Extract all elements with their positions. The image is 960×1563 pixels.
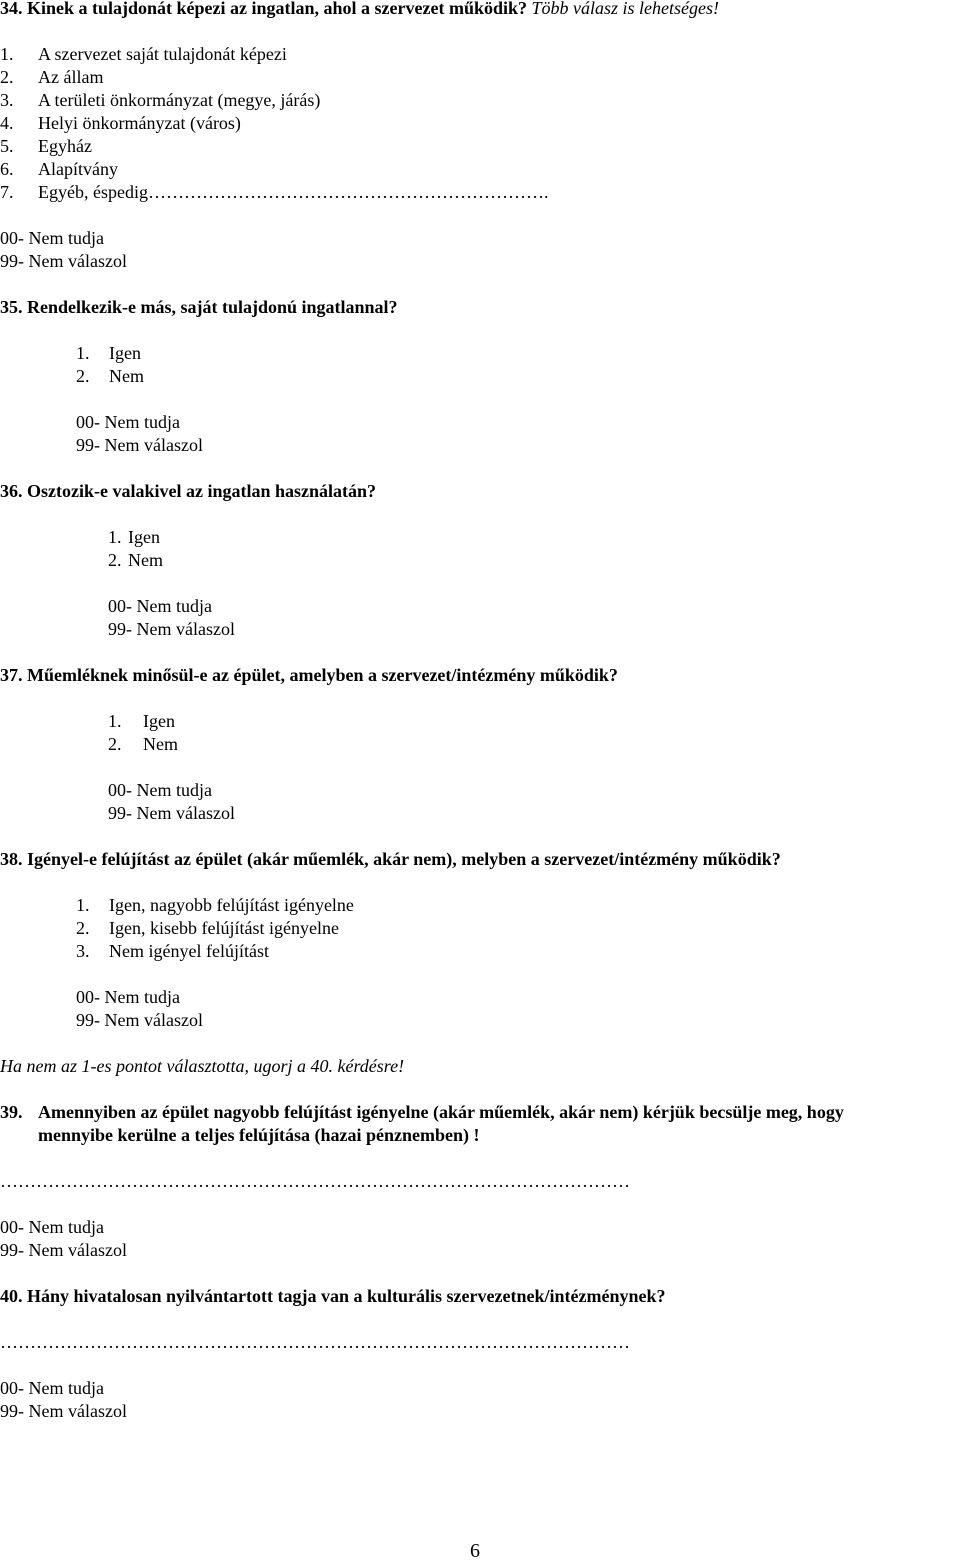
option-label: A területi önkormányzat (megye, járás) [38, 90, 321, 110]
option-number: 4. [0, 113, 14, 133]
option-label: Nem [109, 366, 144, 386]
question-34-text: 34. Kinek a tulajdonát képezi az ingatlan, ahol a szervezet működik? [0, 0, 528, 18]
q34-no-answer: 99- Nem válaszol [0, 251, 127, 271]
question-34-note: Több válasz is lehetséges! [531, 0, 719, 18]
q38-dont-know: 00- Nem tudja [76, 987, 180, 1007]
option-number: 2. [76, 366, 90, 386]
question-40-title: 40. Hány hivatalosan nyilvántartott tagja van a kulturális szervezetnek/intézménynek? [0, 1286, 666, 1306]
question-39-number: 39. [0, 1102, 23, 1122]
option-number: 1. [108, 711, 122, 731]
q34-option-6 [0, 158, 118, 180]
option-number: 1. [76, 343, 90, 363]
option-label: Igen, nagyobb felújítást igényelne [109, 895, 354, 915]
skip-instruction: Ha nem az 1-es pontot választotta, ugorj a 40. kérdésre! [0, 1056, 405, 1076]
option-label: Egyéb, éspedig…………………………………………………………. [38, 182, 549, 202]
q40-no-answer: 99- Nem válaszol [0, 1401, 127, 1421]
option-number: 2. [76, 918, 90, 938]
q36-dont-know: 00- Nem tudja [108, 596, 212, 616]
q38-option-2 [76, 917, 339, 939]
q39-dont-know: 00- Nem tudja [0, 1217, 104, 1237]
question-35-title: 35. Rendelkezik-e más, saját tulajdonú ingatlannal? [0, 297, 398, 317]
q35-no-answer: 99- Nem válaszol [76, 435, 203, 455]
option-label: Igen, kisebb felújítást igényelne [109, 918, 339, 938]
q37-option-1 [108, 710, 175, 732]
option-label: Helyi önkormányzat (város) [38, 113, 241, 133]
option-number: 1. [0, 44, 14, 64]
option-number: 2. [0, 67, 14, 87]
option-label: Egyház [38, 136, 92, 156]
q34-dont-know: 00- Nem tudja [0, 228, 104, 248]
option-number: 1. [108, 527, 122, 547]
q35-option-1 [76, 342, 141, 364]
page-number: 6 [470, 1540, 480, 1562]
option-number: 2. [108, 550, 122, 570]
option-number: 3. [0, 90, 14, 110]
q35-option-2 [76, 365, 144, 387]
option-number: 3. [76, 941, 90, 961]
option-label: A szervezet saját tulajdonát képezi [38, 44, 287, 64]
q35-dont-know: 00- Nem tudja [76, 412, 180, 432]
q34-option-7 [0, 181, 548, 203]
question-39-title-line1: Amennyiben az épület nagyobb felújítást igényelne (akár műemlék, akár nem) kérjük becsülje meg, hogy [38, 1102, 844, 1122]
q36-option-2 [108, 549, 163, 571]
option-number: 5. [0, 136, 14, 156]
question-36-title: 36. Osztozik-e valakivel az ingatlan használatán? [0, 481, 377, 501]
q40-answer-line[interactable]: …………………………………………………………………………………………… [0, 1332, 630, 1352]
q38-no-answer: 99- Nem válaszol [76, 1010, 203, 1030]
option-label: Alapítvány [38, 159, 118, 179]
option-label: Nem igényel felújítást [109, 941, 269, 961]
q37-no-answer: 99- Nem válaszol [108, 803, 235, 823]
option-number: 1. [76, 895, 90, 915]
option-label: Az állam [38, 67, 104, 87]
q37-dont-know: 00- Nem tudja [108, 780, 212, 800]
q34-option-1 [0, 43, 287, 65]
q36-no-answer: 99- Nem válaszol [108, 619, 235, 639]
option-label: Nem [128, 550, 163, 570]
q34-option-2 [0, 66, 103, 88]
q38-option-3 [76, 940, 269, 962]
q39-answer-line[interactable]: …………………………………………………………………………………………… [0, 1171, 630, 1191]
q34-option-3 [0, 89, 320, 111]
q37-option-2 [108, 733, 178, 755]
option-label: Igen [143, 711, 175, 731]
q36-option-1 [108, 526, 160, 548]
option-label: Igen [128, 527, 160, 547]
option-number: 6. [0, 159, 14, 179]
q38-option-1 [76, 894, 354, 916]
question-34-title [0, 0, 719, 19]
q34-option-5 [0, 135, 92, 157]
q39-no-answer: 99- Nem válaszol [0, 1240, 127, 1260]
option-label: Igen [109, 343, 141, 363]
question-38-title: 38. Igényel-e felújítást az épület (akár műemlék, akár nem), melyben a szervezet/intézmény működik? [0, 849, 781, 869]
option-number: 2. [108, 734, 122, 754]
question-39-title-line2: mennyibe kerülne a teljes felújítása (hazai pénznemben) ! [38, 1125, 480, 1145]
option-label: Nem [143, 734, 178, 754]
q34-option-4 [0, 112, 241, 134]
q40-dont-know: 00- Nem tudja [0, 1378, 104, 1398]
question-37-title: 37. Műemléknek minősül-e az épület, amelyben a szervezet/intézmény működik? [0, 665, 618, 685]
option-number: 7. [0, 182, 14, 202]
